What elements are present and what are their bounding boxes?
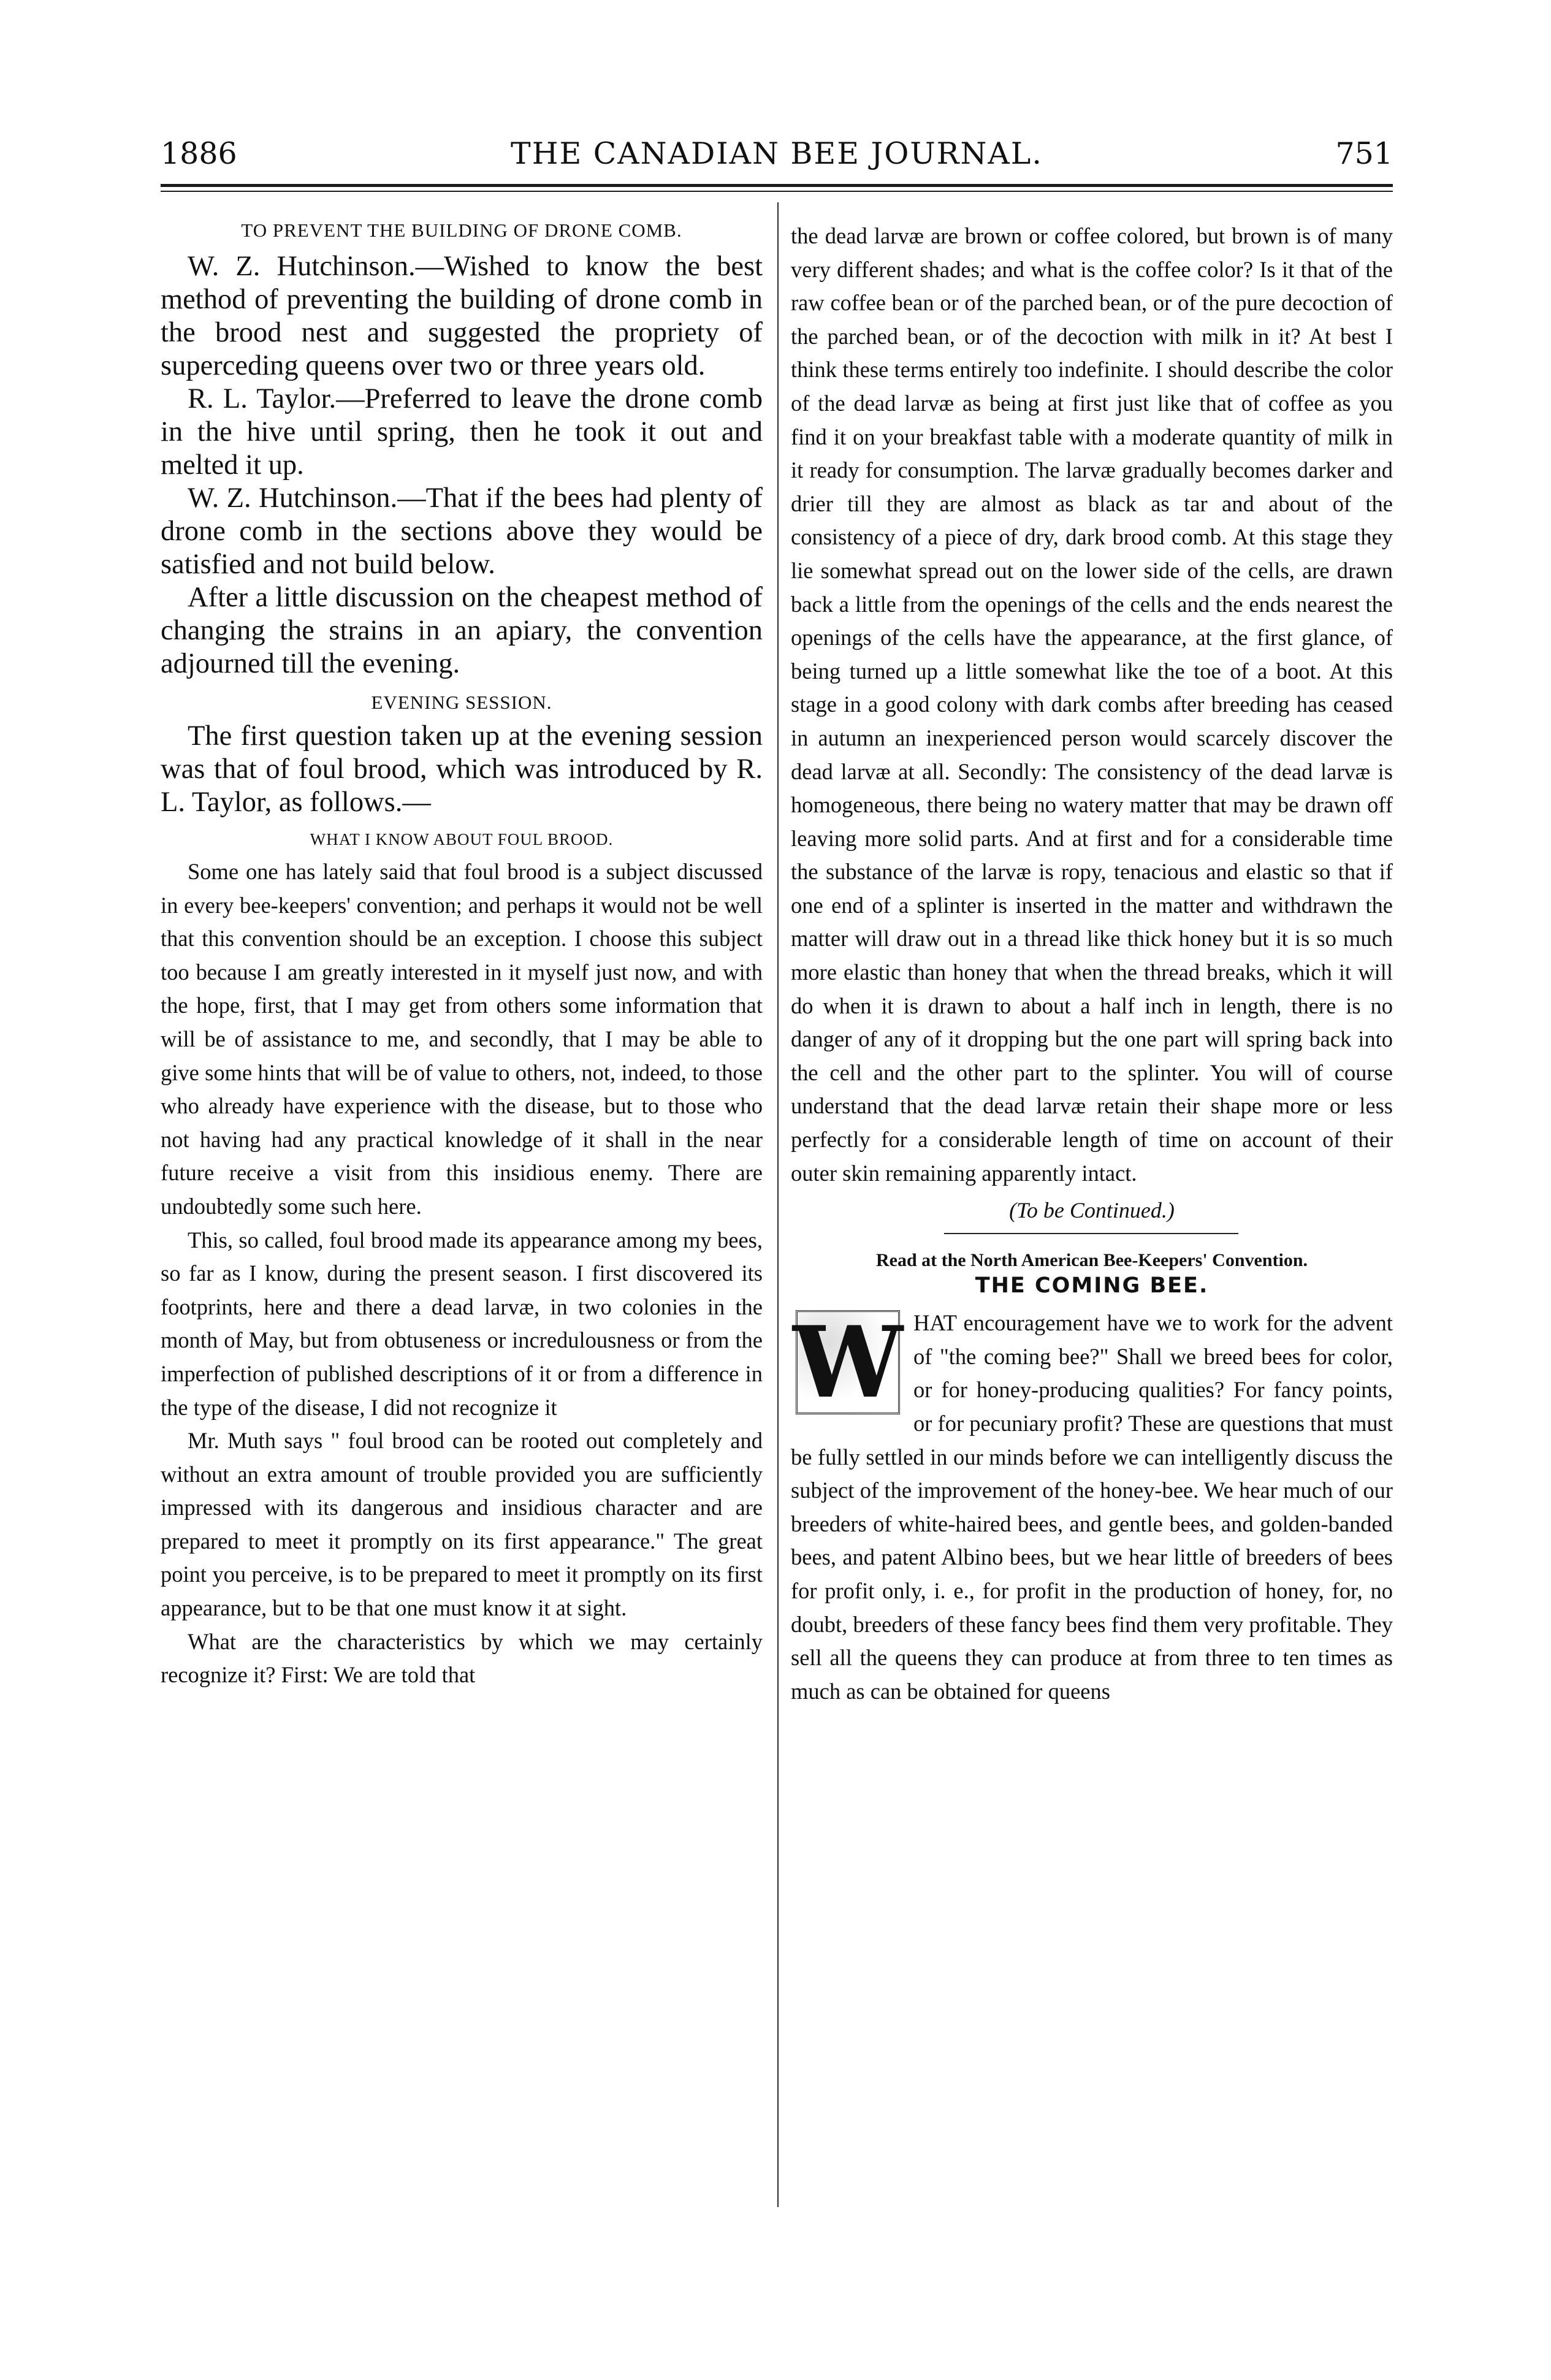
header-page-number: 751 <box>1335 136 1393 171</box>
header-rule-thick <box>161 184 1393 187</box>
ornament-line <box>944 1233 1238 1234</box>
heading-coming-bee: THE COMING BEE. <box>975 1273 1209 1299</box>
column-divider <box>777 202 779 2207</box>
paragraph-hutchinson-2: W. Z. Hutchinson.—That if the bees had plenty of drone comb in the sections above they would be satisfied and not build below. <box>161 482 763 580</box>
header-year: 1886 <box>161 136 237 171</box>
right-column <box>791 219 1393 1708</box>
heading-drone-comb: TO PREVENT THE BUILDING OF DRONE COMB. <box>241 219 682 241</box>
paragraph-muth: Mr. Muth says " foul brood can be rooted out completely and without an extra amount of trouble provided you are sufficiently impressed with its dangerous and insidious character and are prepared to meet it promptly on its first appearance." The great point you perceive, is to be prepared to meet it promptly on its first appearance, but to be that one must know it at sight. <box>161 1428 763 1621</box>
paragraph-coming-bee <box>791 1306 1393 1708</box>
paragraph-dead-larvae: the dead larvæ are brown or coffee colored, but brown is of many very different shades; and what is the coffee color? Is it that of the raw coffee bean or of the parched bean, or of the pure decoction of the parched bean, or of the decoction with milk in it? At best I think these terms entirely too indefinite. I should describe the color of the dead larvæ as being at first just like that of coffee as you find it on your breakfast table with a moderate quantity of milk in it ready for consumption. The larvæ gradually becomes darker and drier till they are almost as black as tar and about of the consistency of a piece of dry, dark brood comb. At this stage they lie somewhat spread out on the lower side of the cells, are drawn back a little from the openings of the cells and the ends nearest the openings of the cells have the appearance, at the first glance, of being turned up a little somewhat like the toe of a boot. At this stage in a good colony with dark combs after breeding has ceased in autumn an inexperienced person would scarcely discover the dead larvæ at all. Secondly: The consistency of the dead larvæ is homogeneous, there being no watery matter that may be drawn off leaving more solid parts. And at first and for a considerable time the substance of the larvæ is ropy, tenacious and elastic so that if one end of a splinter is inserted in the matter and withdrawn the matter will draw out in a thread like thick honey but it is so much more elastic than honey that when the thread breaks, which it will do when it is drawn to about a half inch in length, there is no danger of any of it dropping but the one part will spring back into the cell and the other part to the splinter. You will of course understand that the dead larvæ retain their shape more or less perfectly for a considerable length of time on account of their outer skin remaining apparently intact. <box>791 223 1393 1186</box>
paragraph-adjourned: After a little discussion on the cheapest method of changing the strains in an apiary, the convention adjourned till the evening. <box>161 582 763 679</box>
header-title: THE CANADIAN BEE JOURNAL. <box>511 136 1043 171</box>
paragraph-coming-bee-text: HAT encouragement have we to work for the advent of "the coming bee?" Shall we breed bees for color, or for honey-producing qualities? For fancy points, or for pecuniary profit? These are questions that must be fully settled in our minds before we can intelligently discuss the subject of the improvement of the honey-bee. We hear much of our breeders of white-haired bees, and gentle bees, and golden-banded bees, and patent Albino bees, but we hear little of breeders of bees for profit only, i. e., for profit in the production of honey, for, no doubt, breeders of these fancy bees find them very profitable. They sell all the queens they can produce at from three to ten times as much as can be obtained for queens <box>791 1310 1393 1704</box>
paragraph-characteristics: What are the characteristics by which we may certainly recognize it? First: We are told that <box>161 1628 763 1688</box>
paragraph-taylor: R. L. Taylor.—Preferred to leave the drone comb in the hive until spring, then he took it out and melted it up. <box>161 383 763 481</box>
left-column <box>161 219 763 1692</box>
paragraph-foul-brood-2: This, so called, foul brood made its appearance among my bees, so far as I know, during the present season. I first discovered its footprints, here and there a dead larvæ, in two colonies in the month of May, but from obtuseness or incredulousness or from the imperfection of published descriptions of it or from a difference in the type of the disease, I did not recognize it <box>161 1227 763 1420</box>
page-header <box>161 136 1393 173</box>
to-be-continued: (To be Continued.) <box>1009 1198 1175 1223</box>
drop-cap-letter: W <box>793 1305 903 1421</box>
read-at-line: Read at the North American Bee-Keepers' Convention. <box>875 1250 1308 1271</box>
paragraph-foul-brood-1: Some one has lately said that foul brood is a subject discussed in every bee-keepers' convention; and perhaps it would not be well that this convention should be an exception. I choose this subject too because I am greatly interested in it myself just now, and with the hope, first, that I may get from others some information that will be of assistance to me, and secondly, that I may be able to give some hints that will be of value to others, not, indeed, to those who already have experience with the disease, but to those who not having had any practical knowledge of it shall in the near future receive a visit from this insidious enemy. There are undoubtedly some such here. <box>161 859 763 1219</box>
heading-foul-brood: WHAT I KNOW ABOUT FOUL BROOD. <box>310 830 614 849</box>
header-rule-thin <box>161 191 1393 192</box>
ornament-divider <box>791 1227 1393 1240</box>
paragraph-hutchinson-1: W. Z. Hutchinson.—Wished to know the best method of preventing the building of drone comb in the brood nest and suggested the propriety of superceding queens over two or three years old. <box>161 251 763 381</box>
paragraph-evening-intro: The first question taken up at the evening session was that of foul brood, which was introduced by R. L. Taylor, as follows.— <box>161 720 763 818</box>
heading-evening-session: EVENING SESSION. <box>371 692 552 713</box>
